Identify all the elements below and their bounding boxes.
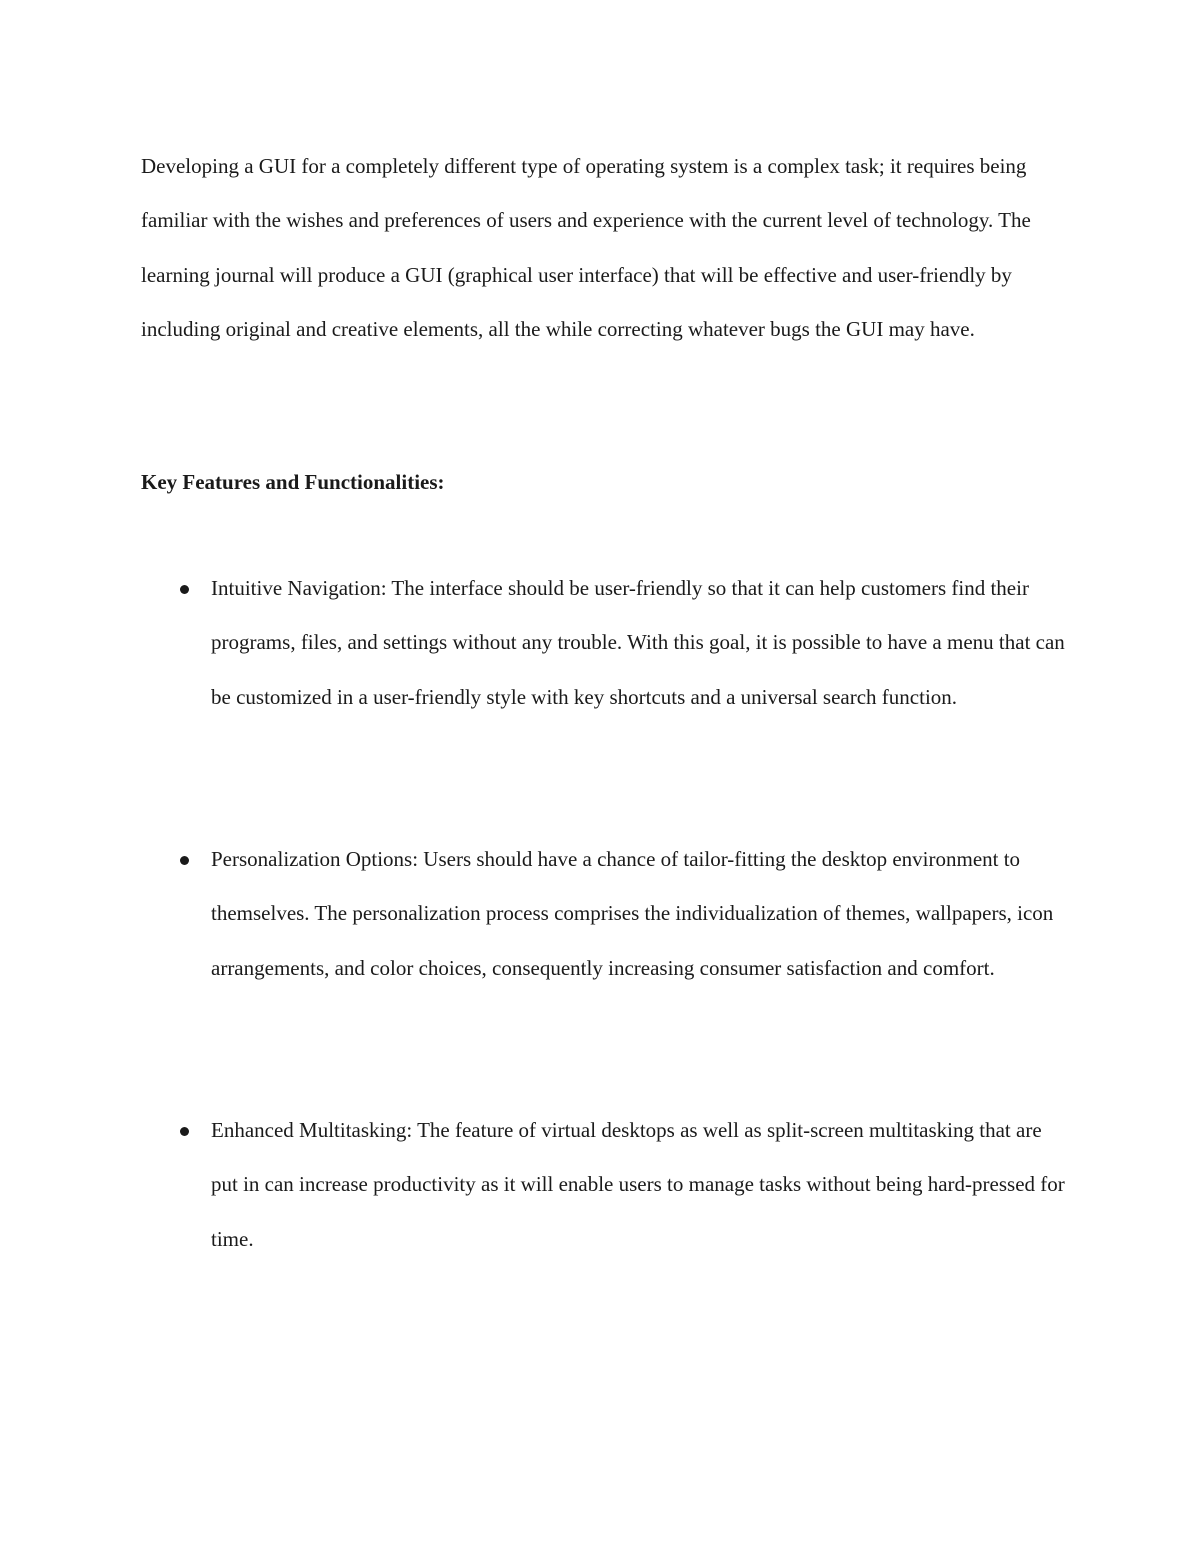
list-item-text: Personalization Options: Users should have a chance of tailor-fitting the desktop environment to themselves. The personalization process comprises the individualization of themes, wallpapers, icon arrangements, and color choices, consequently increasing consumer satisfaction and comfort. xyxy=(211,847,1054,980)
bullet-icon xyxy=(180,585,189,594)
list-item-text: Enhanced Multitasking: The feature of virtual desktops as well as split-screen multitasking that are put in can increase productivity as it will enable users to manage tasks without being hard-pressed for time. xyxy=(211,1118,1065,1251)
bullet-icon xyxy=(180,1127,189,1136)
list-item-text: Intuitive Navigation: The interface should be user-friendly so that it can help customers find their programs, files, and settings without any trouble. With this goal, it is possible to have a menu that can be customized in a user-friendly style with key shortcuts and a universal search function. xyxy=(211,576,1065,709)
section-heading: Key Features and Functionalities: xyxy=(141,470,445,494)
intro-paragraph: Developing a GUI for a completely different type of operating system is a complex task; it requires being familiar with the wishes and preferences of users and experience with the current level of technology. The learning journal will produce a GUI (graphical user interface) that will be effective and user-friendly by including original and creative elements, all the while correcting whatever bugs the GUI may have. xyxy=(141,154,1031,342)
bullet-icon xyxy=(180,856,189,865)
